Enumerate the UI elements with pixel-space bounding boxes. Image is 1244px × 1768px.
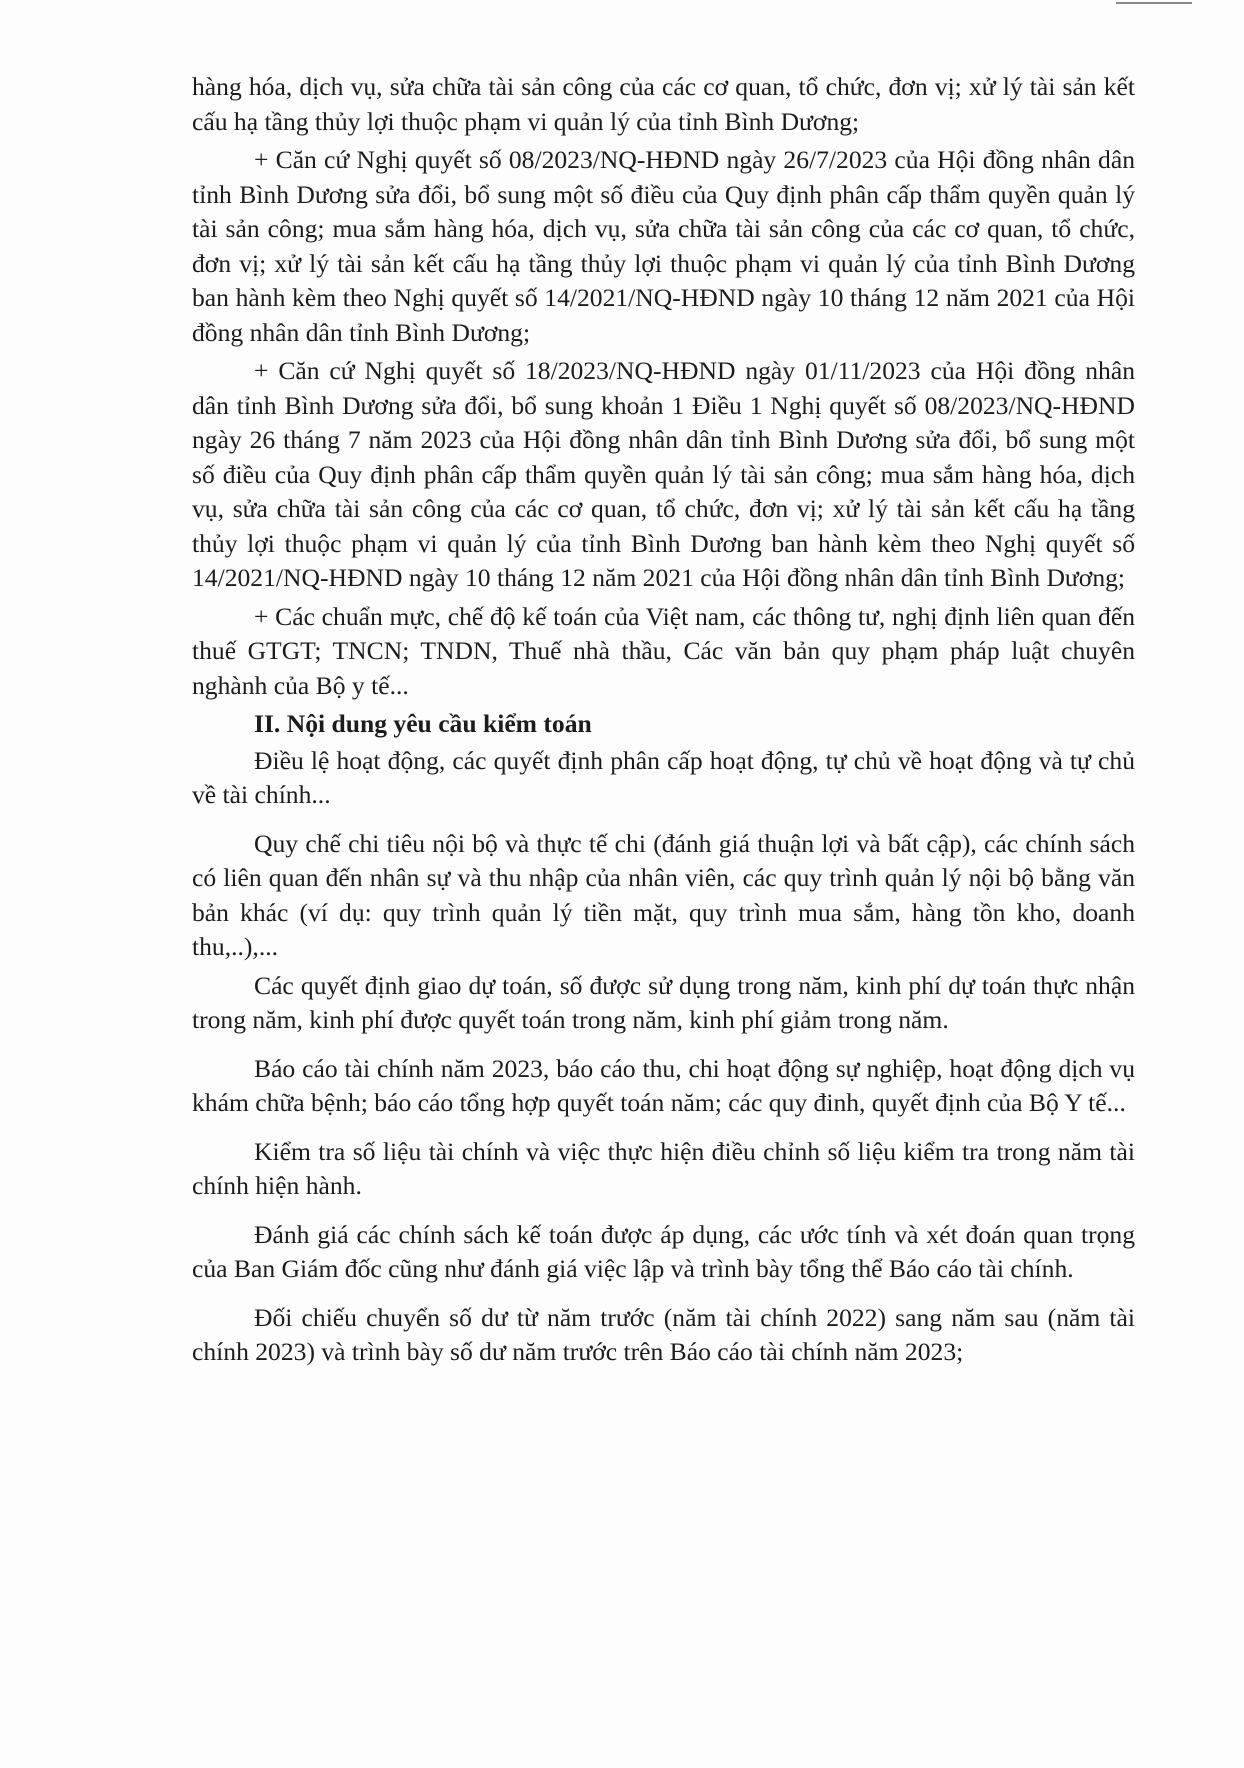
paragraph-continuation: hàng hóa, dịch vụ, sửa chữa tài sản công của các cơ quan, tổ chức, đơn vị; xử lý tài sản kết cấu hạ tầng thủy lợi thuộc phạm vi quản lý của tỉnh Bình Dương; [192,72,1135,136]
paragraph-budget-decisions: Các quyết định giao dự toán, số được sử dụng trong năm, kinh phí dự toán thực nhận trong năm, kinh phí được quyết toán trong năm, kinh phí giảm trong năm. [192,970,1135,1034]
scan-edge-mark [1116,2,1192,4]
document-body [192,70,1135,1370]
paragraph-operating-charter: Điều lệ hoạt động, các quyết định phân cấp hoạt động, tự chủ về hoạt động và tự chủ về tài chính... [192,745,1135,809]
paragraph-internal-spending-rules: Quy chế chi tiêu nội bộ và thực tế chi (đánh giá thuận lợi và bất cập), các chính sách có liên quan đến nhân sự và thu nhập của nhân viên, các quy trình quản lý nội bộ bằng văn bản khác (ví dụ: quy trình quản lý tiền mặt, quy trình mua sắm, hàng tồn kho, doanh thu,..),... [192,828,1135,961]
paragraph-balance-carryover: Đối chiếu chuyển số dư từ năm trước (năm tài chính 2022) sang năm sau (năm tài chính 2023) và trình bày số dư năm trước trên Báo cáo tài chính năm 2023; [192,1302,1135,1366]
paragraph-data-check: Kiểm tra số liệu tài chính và việc thực hiện điều chỉnh số liệu kiểm tra trong năm tài chính hiện hành. [192,1136,1135,1200]
paragraph-resolution-18-2023: + Căn cứ Nghị quyết số 18/2023/NQ-HĐND ngày 01/11/2023 của Hội đồng nhân dân tỉnh Bình Dương sửa đổi, bổ sung khoản 1 Điều 1 Nghị quyết số 08/2023/NQ-HĐND ngày 26 tháng 7 năm 2023 của Hội đồng nhân dân tỉnh Bình Dương sửa đổi, bổ sung một số điều của Quy định phân cấp thẩm quyền quản lý tài sản công; mua sắm hàng hóa, dịch vụ, sửa chữa tài sản công của các cơ quan, tổ chức, đơn vị; xử lý tài sản kết cấu hạ tầng thủy lợi thuộc phạm vi quản lý của tỉnh Bình Dương ban hành kèm theo Nghị quyết số 14/2021/NQ-HĐND ngày 10 tháng 12 năm 2021 của Hội đồng nhân dân tỉnh Bình Dương; [192,356,1135,592]
paragraph-financial-report: Báo cáo tài chính năm 2023, báo cáo thu, chi hoạt động sự nghiệp, hoạt động dịch vụ khám chữa bệnh; báo cáo tổng hợp quyết toán năm; các quy đinh, quyết định của Bộ Y tế... [192,1053,1135,1117]
paragraph-resolution-08-2023: + Căn cứ Nghị quyết số 08/2023/NQ-HĐND ngày 26/7/2023 của Hội đồng nhân dân tỉnh Bình Dương sửa đổi, bổ sung một số điều của Quy định phân cấp thẩm quyền quản lý tài sản công; mua sắm hàng hóa, dịch vụ, sửa chữa tài sản công của các cơ quan, tổ chức, đơn vị; xử lý tài sản kết cấu hạ tầng thủy lợi thuộc phạm vi quản lý của tỉnh Bình Dương ban hành kèm theo Nghị quyết số 14/2021/NQ-HĐND ngày 10 tháng 12 năm 2021 của Hội đồng nhân dân tỉnh Bình Dương; [192,145,1135,347]
paragraph-accounting-policies: Đánh giá các chính sách kế toán được áp dụng, các ước tính và xét đoán quan trọng của Ban Giám đốc cũng như đánh giá việc lập và trình bày tổng thể Báo cáo tài chính. [192,1219,1135,1283]
section-heading: II. Nội dung yêu cầu kiểm toán [254,709,592,738]
paragraph-accounting-standards: + Các chuẩn mực, chế độ kế toán của Việt nam, các thông tư, nghị định liên quan đến thuế GTGT; TNCN; TNDN, Thuế nhà thầu, Các văn bản quy phạm pháp luật chuyên nghành của Bộ y tế... [192,601,1135,700]
